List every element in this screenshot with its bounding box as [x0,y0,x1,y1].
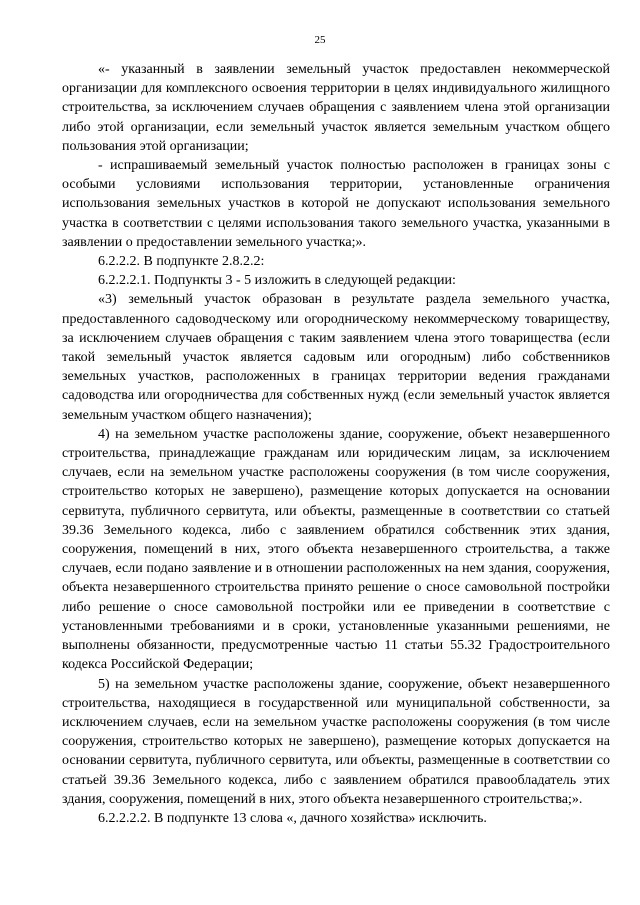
paragraph-3: 6.2.2.2. В подпункте 2.8.2.2: [98,254,265,270]
page-number: 25 [314,34,326,46]
paragraph-1: «- указанный в заявлении земельный участок предоставлен некоммерческой организации для комплексного освоения территории в целях индивидуального жилищного строительства, за исключением случаев обращения с заявлением члена этой организации либо этой организации, если земельный участок является земельным участком общего пользования этой организации; [62,62,610,154]
paragraph-5: «3) земельный участок образован в результате раздела земельного участка, предоставленного садоводческому или огородническому некоммерческому товариществу, за исключением случаев обращения с таким заявлением члена этого товарищества (если такой земельный участок является садовым или огородным) либо собственников земельных участков, расположенных в границах территории ведения гражданами садоводства или огородничества для собственных нужд (если земельный участок является земельным участком общего назначения); [62,292,610,423]
paragraph-6: 4) на земельном участке расположены здание, сооружение, объект незавершенного строительства, принадлежащие гражданам или юридическим лицам, за исключением случаев, если на земельном участке расположены сооружения (в том числе сооружения, строительство которых не завершено), размещение которых допускается на основании сервитута, публичного сервитута, или объекты, размещенные в соответствии со статьей 39.36 Земельного кодекса, либо с заявлением обратился собственник этих здания, сооружения, помещений в них, этого объекта незавершенного строительства, а также случаев, если подано заявление и в отношении расположенных на нем здания, сооружения, объекта незавершенного строительства принято решение о сносе самовольной постройки либо решение о сносе самовольной постройки или ее приведении в соответствие с установленными требованиями и в сроки, установленные указанными решениями, не выполнены обязанности, предусмотренные частью 11 статьи 55.32 Градостроительного кодекса Российской Федерации; [62,426,610,673]
paragraph-4: 6.2.2.2.1. Подпункты 3 - 5 изложить в следующей редакции: [98,273,456,289]
paragraph-7: 5) на земельном участке расположены здание, сооружение, объект незавершенного строительства, находящиеся в государственной или муниципальной собственности, за исключением случаев, если на земельном участке расположены сооружения (в том числе сооружения, строительство которых не завершено), размещение которых допускается на основании сервитута, публичного сервитута, или объекты, размещенные в соответствии со статьей 39.36 Земельного кодекса, либо с заявлением обратился правообладатель этих здания, сооружения, помещений в них, этого объекта незавершенного строительства;». [62,676,610,807]
document-body [62,60,610,828]
paragraph-8: 6.2.2.2.2. В подпункте 13 слова «, дачного хозяйства» исключить. [98,810,487,826]
paragraph-2: - испрашиваемый земельный участок полностью расположен в границах зоны с особыми условиями использования территории, установленные ограничения использования земельных участков в которой не допускают использования земельного участка в соответствии с целями использования такого земельного участка, указанными в заявлении о предоставлении земельного участка;». [62,158,610,250]
